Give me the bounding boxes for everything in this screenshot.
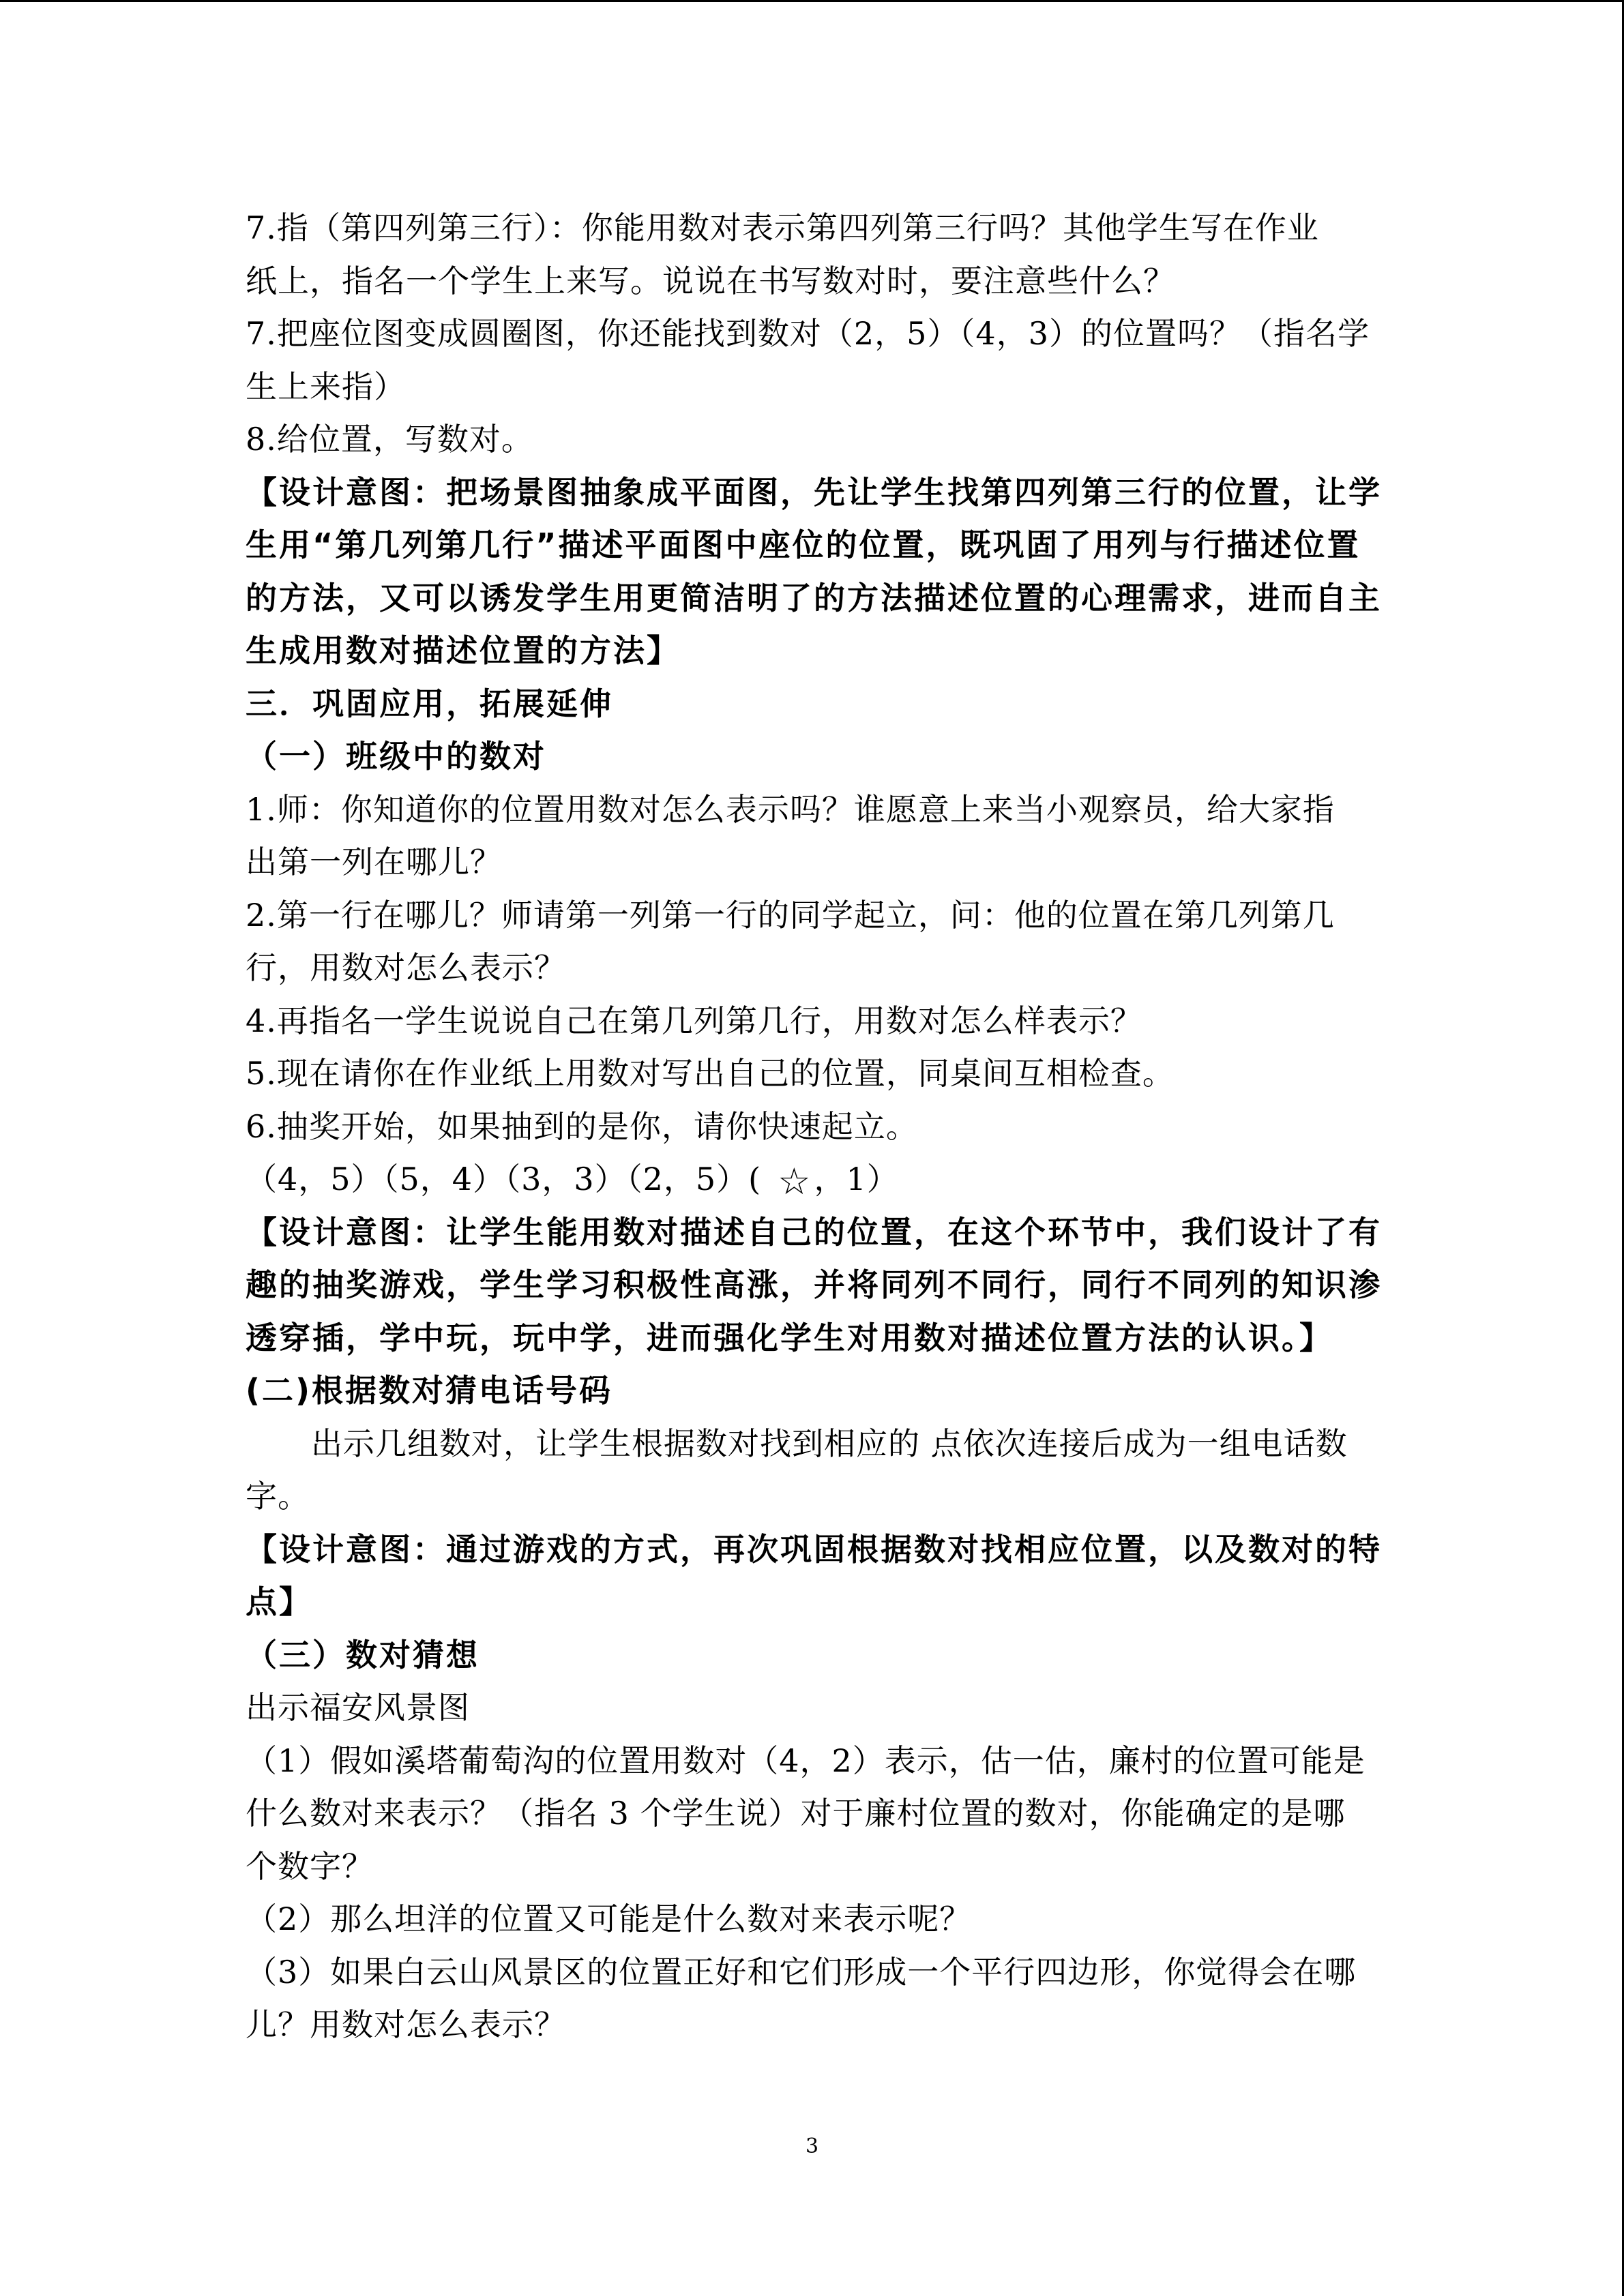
paragraph-line: 1.师：你知道你的位置用数对怎么表示吗？谁愿意上来当小观察员，给大家指 — [246, 790, 1335, 828]
bold-paragraph-line: 生用“第几列第几行”描述平面图中座位的位置，既巩固了用列与行描述位置 — [246, 526, 1361, 563]
bold-paragraph-line: 生成用数对描述位置的方法】 — [246, 632, 680, 669]
bold-paragraph-line: （三）数对猜想 — [246, 1636, 479, 1673]
bold-paragraph-line: 【设计意图：把场景图抽象成平面图，先让学生找第四列第三行的位置，让学 — [246, 473, 1382, 511]
paragraph-line: 7.把座位图变成圆圈图，你还能找到数对（2，5）（4，3）的位置吗？（指名学 — [246, 315, 1370, 352]
document-body — [246, 202, 1382, 2052]
text-block-1 — [246, 202, 1382, 1153]
paragraph-line: （2）那么坦洋的位置又可能是什么数对来表示呢？ — [246, 1900, 972, 1937]
paragraph-line: 个数字？ — [246, 1847, 374, 1885]
lottery-suffix: ，1） — [814, 1161, 899, 1197]
bold-paragraph-line: 【设计意图：让学生能用数对描述自己的位置，在这个环节中，我们设计了有 — [246, 1213, 1382, 1251]
bold-paragraph-line: 透穿插，学中玩，玩中学，进而强化学生对用数对描述位置方法的认识。】 — [246, 1319, 1333, 1356]
lottery-prefix: （4，5）（5，4）（3，3）（2，5）( — [246, 1161, 762, 1197]
paragraph-line: 5.现在请你在作业纸上用数对写出自己的位置，同桌间互相检查。 — [246, 1055, 1175, 1092]
paragraph-line: 出示福安风景图 — [246, 1689, 470, 1726]
bold-paragraph-line: 趣的抽奖游戏，学生学习积极性高涨，并将同列不同行，同行不同列的知识渗 — [246, 1266, 1382, 1303]
bold-paragraph-line: 【设计意图：通过游戏的方式，再次巩固根据数对找相应位置，以及数对的特 — [246, 1530, 1382, 1568]
paragraph-line: 4.再指名一学生说说自己在第几列第几行，用数对怎么样表示？ — [246, 1002, 1142, 1039]
paragraph-line: 行，用数对怎么表示？ — [246, 949, 566, 986]
lottery-line — [246, 1153, 1378, 1206]
paragraph-line: 字。 — [246, 1478, 310, 1515]
paragraph-line: 出第一列在哪儿？ — [246, 844, 502, 880]
paragraph-line: 6.抽奖开始，如果抽到的是你，请你快速起立。 — [246, 1107, 918, 1145]
star-outline-icon: ☆ — [778, 1160, 812, 1203]
paragraph-line: 什么数对来表示？（指名 3 个学生说）对于廉村位置的数对，你能确定的是哪 — [246, 1795, 1346, 1832]
text-block-2 — [246, 1206, 1382, 2052]
bold-paragraph-line: （一）班级中的数对 — [246, 738, 546, 775]
paragraph-line: 出示几组数对，让学生根据数对找到相应的 点依次连接后成为一组电话数 — [311, 1425, 1348, 1462]
paragraph-line: （1）假如溪塔葡萄沟的位置用数对（4，2）表示，估一估，廉村的位置可能是 — [246, 1742, 1365, 1779]
paragraph-line: （3）如果白云山风景区的位置正好和它们形成一个平行四边形，你觉得会在哪 — [246, 1953, 1357, 1991]
paragraph-line: 纸上，指名一个学生上来写。说说在书写数对时，要注意些什么？ — [246, 262, 1175, 299]
bold-paragraph-line: 点】 — [246, 1583, 312, 1620]
bold-paragraph-line: 的方法，又可以诱发学生用更简洁明了的方法描述位置的心理需求，进而自主 — [246, 579, 1382, 616]
paragraph-line: 生上来指） — [246, 368, 406, 405]
paragraph-line: 8.给位置，写数对。 — [246, 421, 533, 458]
paragraph-line: 儿？用数对怎么表示？ — [246, 2006, 566, 2043]
paragraph-line: 7.指（第四列第三行）：你能用数对表示第四列第三行吗？其他学生写在作业 — [246, 209, 1319, 246]
paragraph-line: 2.第一行在哪儿？师请第一列第一行的同学起立，问：他的位置在第几列第几 — [246, 896, 1335, 934]
page-border-top — [0, 0, 1624, 2]
bold-paragraph-line: (二)根据数对猜电话号码 — [246, 1372, 613, 1409]
bold-paragraph-line: 三．巩固应用，拓展延伸 — [246, 685, 613, 722]
page-number: 3 — [805, 2134, 819, 2158]
